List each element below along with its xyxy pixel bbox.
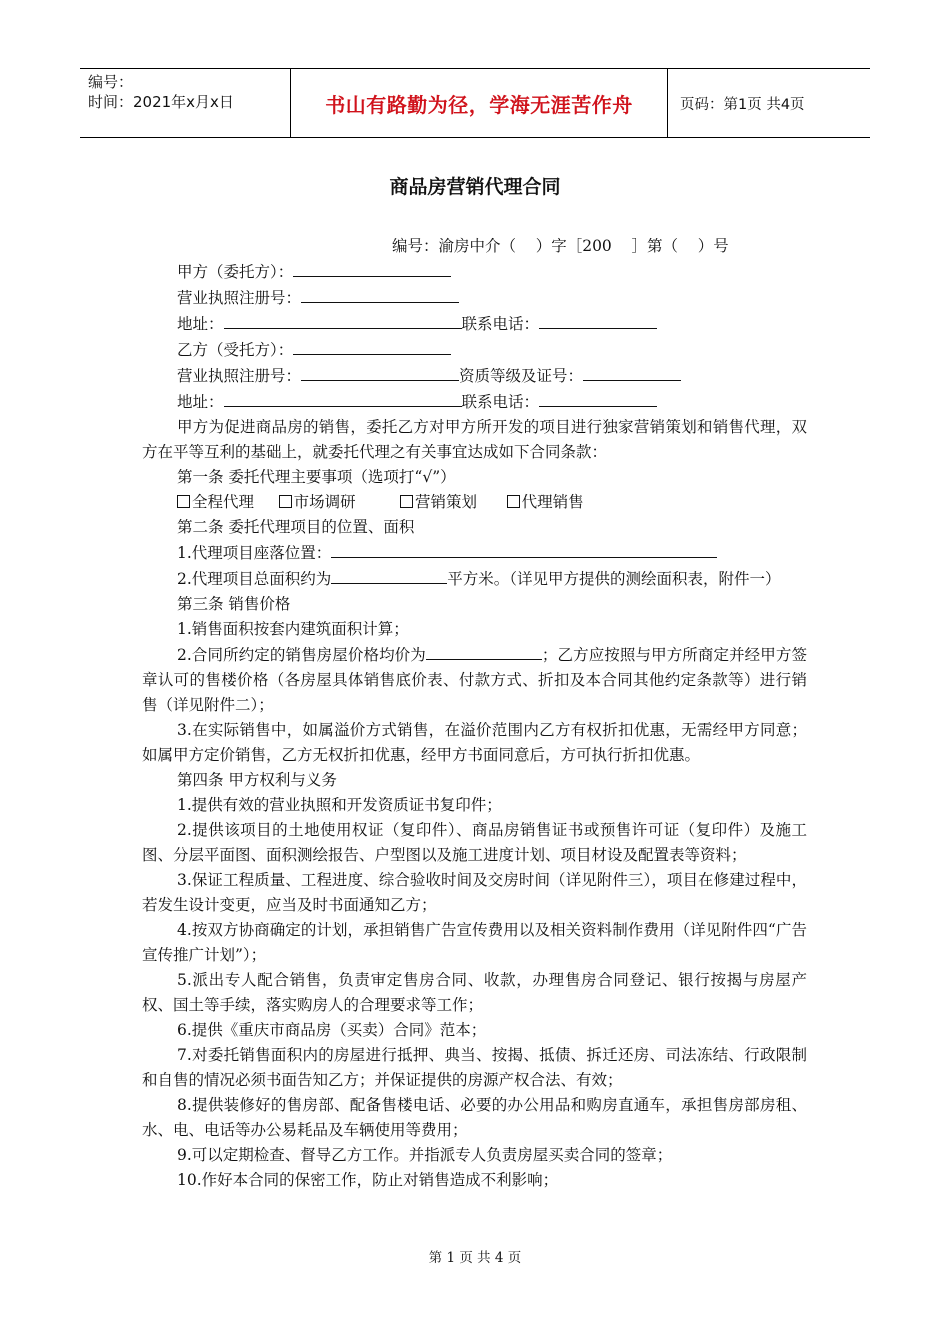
party-a-blank [293,259,451,277]
page-header [80,68,870,138]
article-4-item: 8.提供装修好的售房部、配备售楼电话、必要的办公用品和购房直通车，承担售房部房租、水、电、电话等办公易耗品及车辆使用等费用； [142,1096,807,1139]
party-b-qual-blank [583,363,681,381]
party-b-address-blank [224,389,462,407]
party-a-license-label: 营业执照注册号： [177,289,302,307]
party-b-label: 乙方（受托方）： [177,341,294,359]
party-a-label: 甲方（委托方）： [177,263,294,281]
area-label: 2.代理项目总面积约为 [177,570,332,588]
checkbox-sales-agency[interactable] [507,495,520,508]
article-4-item: 2.提供该项目的土地使用权证（复印件）、商品房销售证书或预售许可证（复印件）及施工图、分层平面图、面积测绘报告、户型图以及施工进度计划、项目材设及配置表等资料； [142,821,807,864]
party-a-license-line [142,285,807,311]
option-marketing-plan: 营销策划 [415,493,478,511]
article-3-item-3: 3.在实际销售中，如属溢价方式销售，在溢价范围内乙方有权折扣优惠，无需经甲方同意；如属甲方定价销售，乙方无权折扣优惠，经甲方书面同意后，方可执行折扣优惠。 [142,721,807,764]
option-sales-agency: 代理销售 [521,493,584,511]
article-3-item-2 [142,642,807,718]
article-2-heading: 第二条 委托代理项目的位置、面积 [177,518,415,536]
header-page-info: 页码：第1页 共4页 [680,96,805,113]
article-3-item-1: 1.销售面积按套内建筑面积计算； [177,620,409,638]
party-b-license-line [142,363,807,389]
article-1-heading: 第一条 委托代理主要事项（选项打“√”） [177,468,456,486]
checkbox-market-research[interactable] [279,495,292,508]
party-b-phone-label: 联系电话： [461,393,540,411]
party-a-address-blank [224,311,462,329]
article-4-item: 5.派出专人配合销售，负责审定售房合同、收款，办理售房合同登记、银行按揭与房屋产权、国土等手续，落实购房人的合理要求等工作； [142,971,807,1014]
intro-paragraph: 甲方为促进商品房的销售，委托乙方对甲方所开发的项目进行独家营销策划和销售代理，双方在平等互利的基础上，就委托代理之有关事宜达成如下合同条款： [142,418,807,461]
article-3-heading: 第三条 销售价格 [177,595,291,613]
price-note: ；乙方应按照与甲方所商定并经甲方签章认可的售楼价格（各房屋具体销售底价表、付款方式、折扣及本合同其他约定条款等）进行销售（详见附件二）； [142,646,807,714]
article-4-item: 6.提供《重庆市商品房（买卖）合同》范本； [177,1021,487,1039]
option-market-research: 市场调研 [293,493,356,511]
party-b-blank [293,337,451,355]
party-b-address-label: 地址： [177,393,224,411]
location-blank [331,540,717,558]
page-footer: 第 1 页 共 4 页 [428,1250,522,1266]
document-title: 商品房营销代理合同 [389,176,561,198]
header-motto: 书山有路勤为径，学海无涯苦作舟 [291,69,668,137]
header-meta [80,69,291,137]
time-label: 时间：2021年x月x日 [88,93,234,111]
article-4-item: 3.保证工程质量、工程进度、综合验收时间及交房时间（详见附件三），项目在修建过程中，若发生设计变更，应当及时书面通知乙方； [142,871,807,914]
article-4-item: 7.对委托销售面积内的房屋进行抵押、典当、按揭、抵债、拆迁还房、司法冻结、行政限制和自售的情况必须书面告知乙方；并保证提供的房源产权合法、有效； [142,1046,807,1089]
party-a-phone-label: 联系电话： [461,315,540,333]
article-2-item-1 [142,540,807,566]
option-full-agency: 全程代理 [192,493,255,511]
serial-label: 编号： [88,73,134,91]
contract-body [142,259,807,1193]
area-note: 平方米。（详见甲方提供的测绘面积表，附件一） [447,570,781,588]
contract-number: 编号：渝房中介（ ）字［200 ］第（ ）号 [392,237,729,255]
checkbox-full-agency[interactable] [177,495,190,508]
price-blank [426,642,542,660]
article-4-heading: 第四条 甲方权利与义务 [177,771,337,789]
party-b-license-blank [301,363,459,381]
location-label: 1.代理项目座落位置： [177,544,332,562]
article-4-item: 4.按双方协商确定的计划，承担销售广告宣传费用以及相关资料制作费用（详见附件四“广告宣传推广计划”）； [142,921,807,964]
checkbox-marketing-plan[interactable] [400,495,413,508]
article-4-item: 9.可以定期检查、督导乙方工作。并指派专人负责房屋买卖合同的签章； [177,1146,673,1164]
party-a-address-label: 地址： [177,315,224,333]
article-4-item: 1.提供有效的营业执照和开发资质证书复印件； [177,796,502,814]
party-a-address-line [142,311,807,337]
article-1-options [142,490,807,515]
party-b-license-label: 营业执照注册号： [177,367,302,385]
party-a-phone-blank [539,311,657,329]
area-blank [331,566,447,584]
party-b-address-line [142,389,807,415]
article-2-item-2 [142,566,807,592]
party-a-license-blank [301,285,459,303]
party-b-qual-label: 资质等级及证号： [459,367,584,385]
party-b-phone-blank [539,389,657,407]
party-a-line [142,259,807,285]
party-b-line [142,337,807,363]
price-label: 2.合同所约定的销售房屋价格均价为 [177,646,426,664]
article-4-item: 10.作好本合同的保密工作，防止对销售造成不利影响； [177,1171,559,1189]
